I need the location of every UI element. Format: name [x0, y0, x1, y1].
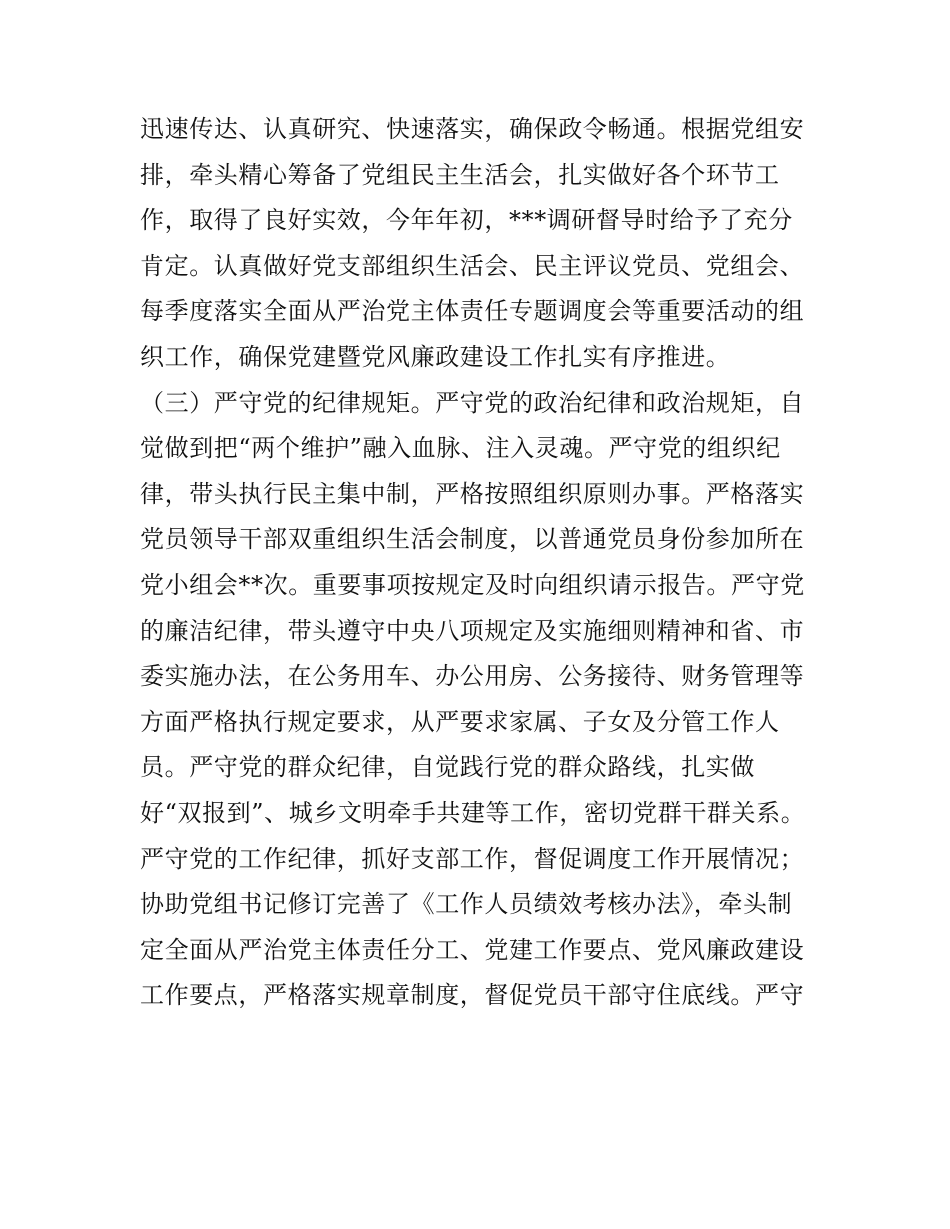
text-line: 好“双报到”、城乡文明牵手共建等工作，密切党群干群关系。	[140, 798, 806, 827]
text-line: 工作要点，严格落实规章制度，督促党员干部守住底线。严守	[140, 981, 805, 1010]
text-line: 方面严格执行规定要求，从严要求家属、子女及分管工作人	[140, 707, 780, 736]
text-line: 觉做到把“两个维护”融入血脉、注入灵魂。严守党的组织纪	[140, 434, 781, 463]
text-line: 律，带头执行民主集中制，严格按照组织原则办事。严格落实	[140, 479, 805, 508]
text-line: 每季度落实全面从严治党主体责任专题调度会等重要活动的组	[140, 297, 805, 326]
text-line: 员。严守党的群众纪律，自觉践行党的群众路线，扎实做	[140, 753, 755, 782]
text-line: 定全面从严治党主体责任分工、党建工作要点、党风廉政建设	[140, 935, 805, 964]
text-line: 党小组会**次。重要事项按规定及时向组织请示报告。严守党	[140, 570, 805, 599]
body-text	[140, 107, 820, 1019]
text-line: 党员领导干部双重组织生活会制度，以普通党员身份参加所在	[140, 525, 805, 554]
text-line: 肯定。认真做好党支部组织生活会、民主评议党员、党组会、	[140, 251, 805, 280]
text-line: 严守党的工作纪律，抓好支部工作，督促调度工作开展情况；	[140, 844, 805, 873]
text-line: 协助党组书记修订完善了《工作人员绩效考核办法》，牵头制	[140, 890, 793, 919]
text-line: 织工作，确保党建暨党风廉政建设工作扎实有序推进。	[140, 342, 731, 371]
text-line: 委实施办法，在公务用车、办公用房、公务接待、财务管理等	[140, 662, 805, 691]
section-heading-line: （三）严守党的纪律规矩。严守党的政治纪律和政治规矩，自	[140, 388, 805, 417]
text-line: 的廉洁纪律，带头遵守中央八项规定及实施细则精神和省、市	[140, 616, 805, 645]
text-line: 作，取得了良好实效，今年年初，***调研督导时给予了充分	[140, 206, 793, 235]
text-line: 排，牵头精心筹备了党组民主生活会，扎实做好各个环节工	[140, 160, 780, 189]
text-line: 迅速传达、认真研究、快速落实，确保政令畅通。根据党组安	[140, 115, 805, 143]
